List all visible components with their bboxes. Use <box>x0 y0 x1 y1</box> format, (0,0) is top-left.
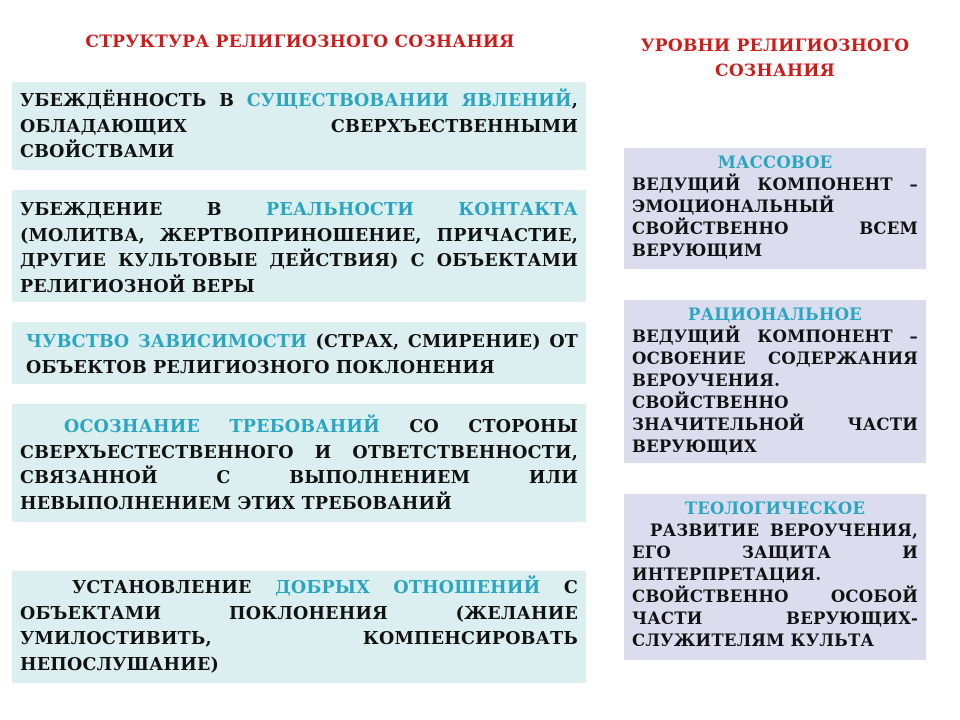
structure-item-belief-phenomena <box>12 82 586 170</box>
structure-item-good-relations <box>12 571 586 683</box>
level-mass <box>624 148 926 269</box>
structure-item-dependence <box>12 322 586 384</box>
structure-item-belief-contact <box>12 190 586 302</box>
structure-item-highlight: ЧУВСТВО ЗАВИСИМОСТИ <box>26 332 307 352</box>
structure-item-highlight: ОСОЗНАНИЕ ТРЕБОВАНИЙ <box>64 417 380 437</box>
level-text: РАЗВИТИЕ ВЕРОУЧЕНИЯ, ЕГО ЗАЩИТА И ИНТЕРПРЕТАЦИЯ. СВОЙСТВЕННО ОСОБОЙ ЧАСТИ ВЕРУЮЩИХ-СЛУЖИТЕЛЯМ КУЛЬТА <box>632 521 918 650</box>
level-rational <box>624 300 926 463</box>
structure-item-suffix: (СТРАХ, СМИРЕНИЕ) ОТ ОБЪЕКТОВ РЕЛИГИОЗНОГО ПОКЛОНЕНИЯ <box>26 332 578 378</box>
structure-item-prefix: УСТАНОВЛЕНИЕ <box>72 578 276 598</box>
levels-title <box>620 34 930 84</box>
levels-title-line2: СОЗНАНИЯ <box>714 61 836 81</box>
structure-item-highlight: РЕАЛЬНОСТИ КОНТАКТА <box>266 200 578 220</box>
structure-item-suffix: , ОБЛАДАЮЩИХ СВЕРХЪЕСТВЕННЫМИ СВОЙСТВАМИ <box>20 91 578 162</box>
level-title: РАЦИОНАЛЬНОЕ <box>688 305 862 324</box>
level-title: ТЕОЛОГИЧЕСКОЕ <box>684 499 866 518</box>
level-theological <box>624 494 926 660</box>
structure-title: СТРУКТУРА РЕЛИГИОЗНОГО СОЗНАНИЯ <box>85 32 515 52</box>
levels-title-line1: УРОВНИ РЕЛИГИОЗНОГО <box>640 36 910 56</box>
structure-item-prefix: УБЕЖДЕНИЕ В <box>20 200 267 220</box>
level-text: ВЕДУЩИЙ КОМПОНЕНТ – ОСВОЕНИЕ СОДЕРЖАНИЯ ВЕРОУЧЕНИЯ. СВОЙСТВЕННО ЗНАЧИТЕЛЬНОЙ ЧАСТИ ВЕРУЮЩИХ <box>632 327 918 456</box>
structure-item-highlight: ДОБРЫХ ОТНОШЕНИЙ <box>275 578 541 598</box>
level-title: МАССОВОЕ <box>717 153 833 172</box>
structure-item-highlight: СУЩЕСТВОВАНИИ ЯВЛЕНИЙ <box>246 91 572 111</box>
structure-item-suffix: (МОЛИТВА, ЖЕРТВОПРИНОШЕНИЕ, ПРИЧАСТИЕ, ДРУГИЕ КУЛЬТОВЫЕ ДЕЙСТВИЯ) С ОБЪЕКТАМИ РЕЛИГИОЗНОЙ ВЕРЫ <box>20 225 578 297</box>
structure-item-requirements <box>12 404 586 522</box>
structure-item-suffix: С ОБЪЕКТАМИ ПОКЛОНЕНИЯ (ЖЕЛАНИЕ УМИЛОСТИВИТЬ, КОМПЕНСИРОВАТЬ НЕПОСЛУШАНИЕ) <box>20 578 579 675</box>
level-text: ВЕДУЩИЙ КОМПОНЕНТ – ЭМОЦИОНАЛЬНЫЙ СВОЙСТВЕННО ВСЕМ ВЕРУЮЩИМ <box>632 175 918 260</box>
structure-item-prefix: УБЕЖДЁННОСТЬ В <box>20 91 247 111</box>
structure-item-suffix: СО СТОРОНЫ СВЕРХЪЕСТЕСТВЕННОГО И ОТВЕТСТВЕННОСТИ, СВЯЗАННОЙ С ВЫПОЛНЕНИЕМ ИЛИ НЕВЫПОЛНЕНИЕМ ЭТИХ ТРЕБОВАНИЙ <box>20 417 578 514</box>
